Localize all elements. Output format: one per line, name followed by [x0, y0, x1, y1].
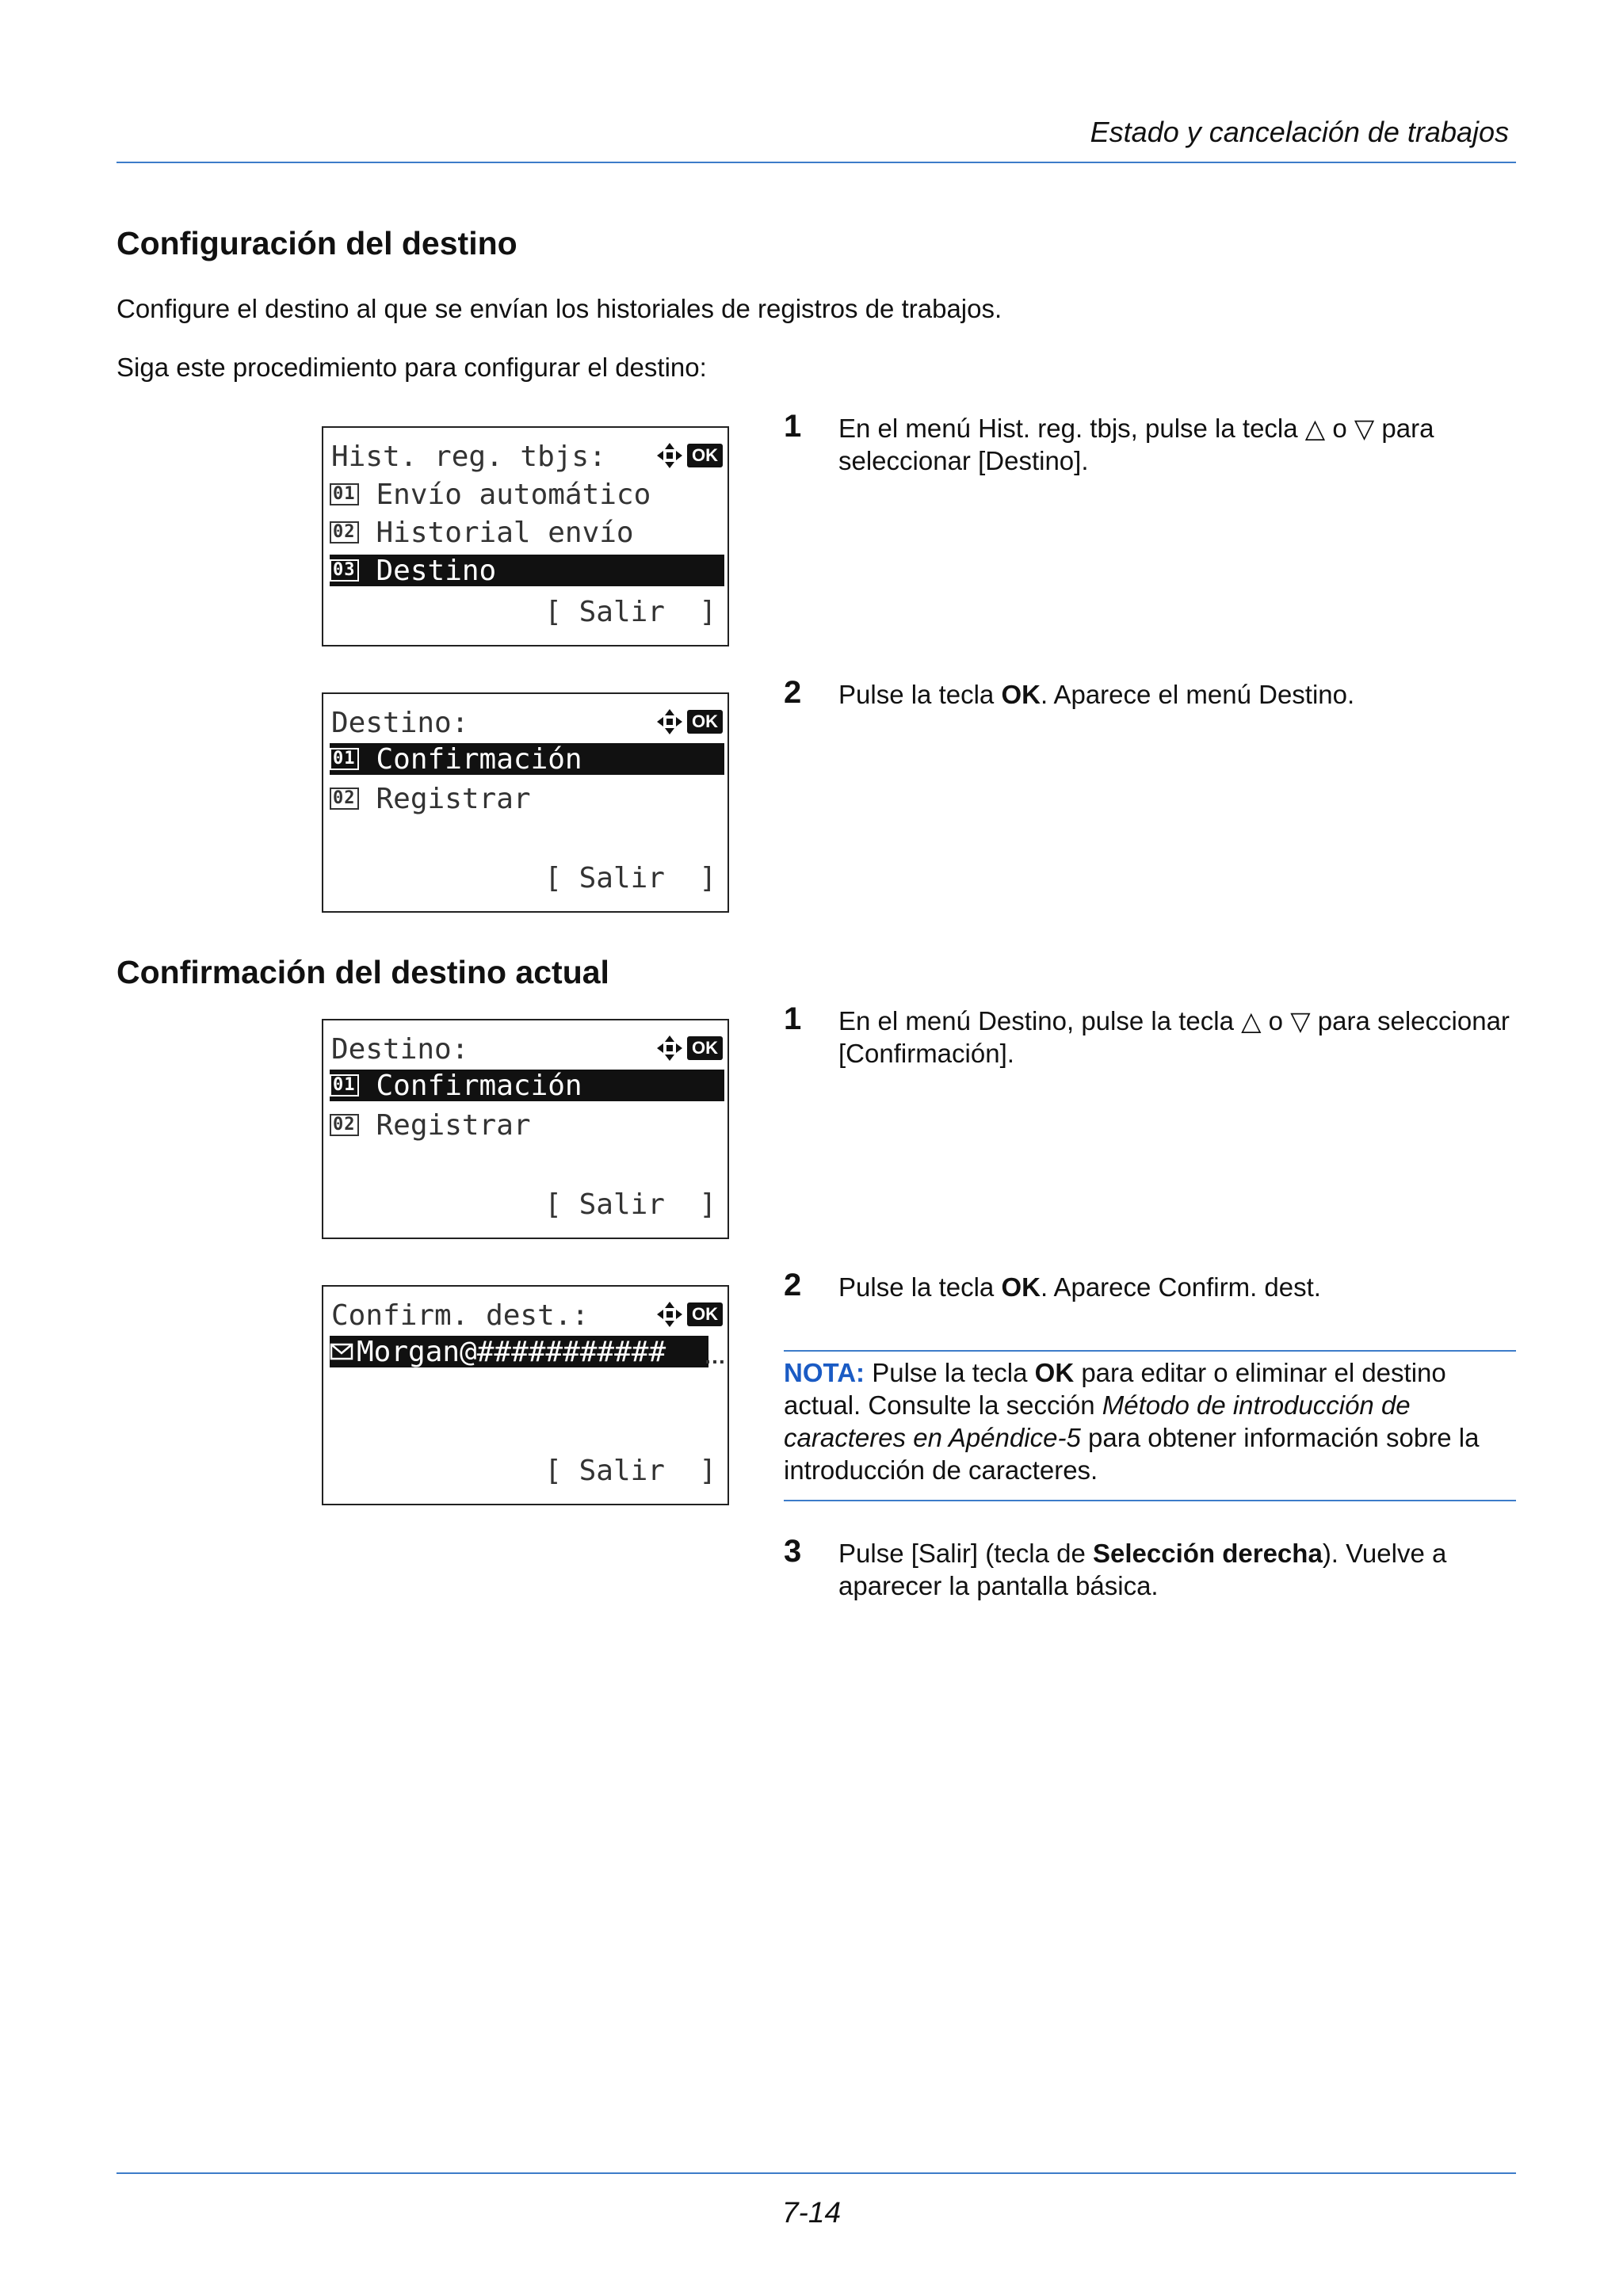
softkey-salir[interactable]: [ Salir ]: [544, 596, 716, 628]
lcd-title: Confirm. dest.:: [331, 1299, 590, 1332]
ok-key-badge: OK: [687, 444, 723, 467]
four-way-arrow-icon: [655, 441, 684, 470]
ok-key-badge: OK: [687, 1036, 723, 1060]
four-way-arrow-icon: [655, 1034, 684, 1062]
four-way-arrow-icon: [655, 707, 684, 736]
lcd-panel-destino: [322, 692, 729, 913]
lcd-panel-hist-reg: [322, 426, 729, 646]
lcd-menu-item-selected[interactable]: [330, 1070, 724, 1101]
item-number-badge: 01: [330, 1074, 359, 1097]
item-number-badge: 02: [330, 788, 359, 810]
lcd-menu-item[interactable]: [330, 517, 724, 548]
lcd-title: Hist. reg. tbjs:: [331, 441, 606, 473]
lcd-menu-item-label: Registrar: [376, 782, 531, 815]
step-number: 2: [784, 1268, 802, 1302]
navigation-ok-icon: [655, 1035, 723, 1062]
step-number: 2: [784, 675, 802, 710]
step-text: Pulse la tecla OK. Aparece el menú Destino.: [838, 680, 1355, 709]
triangle-down-icon: ▽: [1354, 414, 1375, 443]
item-number-badge: 01: [330, 748, 359, 770]
note-box: NOTA: Pulse la tecla OK para editar o eliminar el destino actual. Consulte la sección Método de introducción de caracteres en Apéndice-5 para obtener información sobre la introducción de caracteres.: [784, 1358, 1480, 1485]
ok-key-badge: OK: [687, 710, 723, 734]
lcd-menu-item-selected[interactable]: [330, 555, 724, 586]
navigation-ok-icon: [655, 442, 723, 469]
step-number: 1: [784, 409, 802, 444]
section-heading-configuracion: Configuración del destino: [116, 225, 517, 261]
footer-rule: [116, 2172, 1516, 2174]
note-reference: Método de introducción de caracteres en Apéndice-5: [784, 1390, 1411, 1452]
lcd-menu-item-label: Historial envío: [376, 516, 634, 549]
page-number: 7-14: [781, 2196, 842, 2229]
lcd-menu-item-selected[interactable]: [330, 743, 724, 775]
ellipsis-icon: …: [704, 1344, 726, 1368]
navigation-ok-icon: [655, 708, 723, 735]
lcd-menu-item-label: Confirmación: [376, 1069, 582, 1102]
lcd-menu-item-label: Registrar: [376, 1108, 531, 1142]
four-way-arrow-icon: [655, 1300, 684, 1329]
header-rule: [116, 162, 1516, 163]
procedure-paragraph: Siga este procedimiento para configurar el destino:: [116, 353, 707, 382]
step-text: Pulse [Salir] (tecla de Selección derecha). Vuelve a aparecer la pantalla básica.: [838, 1539, 1447, 1600]
lcd-panel-confirm-dest: [322, 1285, 729, 1505]
lcd-menu-item[interactable]: [330, 479, 724, 510]
triangle-up-icon: △: [1304, 414, 1326, 443]
triangle-up-icon: △: [1241, 1006, 1262, 1035]
running-header: Estado y cancelación de trabajos: [1090, 116, 1509, 148]
step-text: En el menú Destino, pulse la tecla △ o ▽ para seleccionar [Confirmación].: [838, 1006, 1510, 1068]
softkey-salir[interactable]: [ Salir ]: [544, 862, 716, 894]
envelope-icon: [330, 1342, 353, 1361]
section-heading-confirmacion: Confirmación del destino actual: [116, 954, 609, 990]
lcd-menu-item[interactable]: [330, 783, 724, 814]
email-address: Morgan@###########: [357, 1335, 666, 1368]
note-bottom-rule: [784, 1500, 1516, 1501]
item-number-badge: 01: [330, 483, 359, 505]
step-number: 3: [784, 1534, 802, 1569]
softkey-salir[interactable]: [ Salir ]: [544, 1188, 716, 1221]
lcd-menu-item-label: Destino: [376, 554, 497, 587]
intro-paragraph: Configure el destino al que se envían los historiales de registros de trabajos.: [116, 294, 1002, 323]
step-text: Pulse la tecla OK. Aparece Confirm. dest.: [838, 1272, 1321, 1302]
step-text: En el menú Hist. reg. tbjs, pulse la tecla △ o ▽ para seleccionar [Destino].: [838, 414, 1434, 475]
lcd-menu-item[interactable]: [330, 1109, 724, 1141]
note-top-rule: [784, 1350, 1516, 1352]
item-number-badge: 03: [330, 559, 359, 582]
softkey-salir[interactable]: [ Salir ]: [544, 1455, 716, 1487]
triangle-down-icon: ▽: [1290, 1006, 1311, 1035]
lcd-panel-destino-confirmacion: [322, 1019, 729, 1239]
navigation-ok-icon: [655, 1301, 723, 1328]
email-destination-row[interactable]: [330, 1336, 708, 1367]
lcd-title: Destino:: [331, 1033, 469, 1066]
step-number: 1: [784, 1001, 802, 1036]
lcd-menu-item-label: Confirmación: [376, 742, 582, 776]
item-number-badge: 02: [330, 521, 359, 543]
lcd-menu-item-label: Envío automático: [376, 478, 651, 511]
note-label: NOTA:: [784, 1358, 865, 1387]
lcd-title: Destino:: [331, 707, 469, 739]
ok-key-badge: OK: [687, 1302, 723, 1326]
item-number-badge: 02: [330, 1114, 359, 1136]
